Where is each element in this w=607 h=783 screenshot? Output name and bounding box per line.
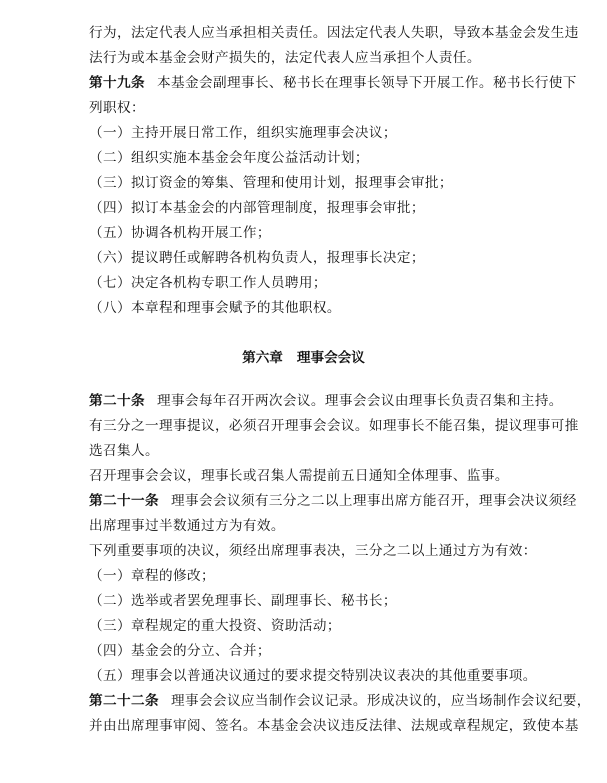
list-item: （三）章程规定的重大投资、资助活动； xyxy=(89,618,341,634)
list-item: （二）组织实施本基金会年度公益活动计划； xyxy=(89,150,369,166)
list-item: （六）提议聘任或解聘各机构负责人，报理事长决定； xyxy=(89,250,425,266)
article-19-title: 第十九条 xyxy=(89,75,145,91)
text-line: 并由出席理事审阅、签名。本基金会决议违反法律、法规或章程规定，致使本基 xyxy=(89,718,579,734)
text-line: 召开理事会会议，理事长或召集人需提前五日通知全体理事、监事。 xyxy=(89,468,509,484)
chapter-number: 第六章 xyxy=(242,350,283,366)
text-line: 选召集人。 xyxy=(89,443,159,459)
chapter-heading xyxy=(0,346,607,366)
chapter-name: 理事会会议 xyxy=(296,350,365,366)
article-21-title: 第二十一条 xyxy=(89,493,159,509)
article-20-line xyxy=(89,392,563,410)
text-line: 有三分之一理事提议，必须召开理事会会议。如理事长不能召集，提议理事可推 xyxy=(89,418,579,434)
article-20-text: 理事会每年召开两次会议。理事会会议由理事长负责召集和主持。 xyxy=(156,393,563,409)
list-item: （一）主持开展日常工作，组织实施理事会决议； xyxy=(89,125,397,141)
article-19-line xyxy=(89,74,577,92)
text-line: 出席理事过半数通过方为有效。 xyxy=(89,518,285,534)
article-20-title: 第二十条 xyxy=(89,393,145,409)
text-line: 行为，法定代表人应当承担相关责任。因法定代表人失职，导致本基金会发生违 xyxy=(89,25,579,41)
article-19-text: 本基金会副理事长、秘书长在理事长领导下开展工作。秘书长行使下 xyxy=(156,75,577,91)
list-item: （五）理事会以普通决议通过的要求提交特别决议表决的其他重要事项。 xyxy=(89,668,537,684)
text-line: 列职权： xyxy=(89,100,145,116)
article-21-text: 理事会会议须有三分之二以上理事出席方能召开，理事会决议须经 xyxy=(170,493,577,509)
list-item: （四）拟订本基金会的内部管理制度，报理事会审批； xyxy=(89,200,425,216)
list-item: （三）拟订资金的筹集、管理和使用计划，报理事会审批； xyxy=(89,175,453,191)
article-21-line xyxy=(89,492,577,510)
list-item: （八）本章程和理事会赋予的其他职权。 xyxy=(89,300,341,316)
list-item: （五）协调各机构开展工作； xyxy=(89,225,271,241)
text-line: 法行为或本基金会财产损失的，法定代表人应当承担个人责任。 xyxy=(89,50,481,66)
article-22-title: 第二十二条 xyxy=(89,693,159,709)
list-item: （四）基金会的分立、合并； xyxy=(89,643,271,659)
list-item: （一）章程的修改； xyxy=(89,568,215,584)
list-item: （二）选举或者罢免理事长、副理事长、秘书长； xyxy=(89,593,397,609)
list-item: （七）决定各机构专职工作人员聘用； xyxy=(89,275,327,291)
article-22-line xyxy=(89,692,591,710)
article-22-text: 理事会会议应当制作会议记录。形成决议的，应当场制作会议纪要， xyxy=(170,693,591,709)
text-line: 下列重要事项的决议，须经出席理事表决，三分之二以上通过方为有效： xyxy=(89,543,537,559)
